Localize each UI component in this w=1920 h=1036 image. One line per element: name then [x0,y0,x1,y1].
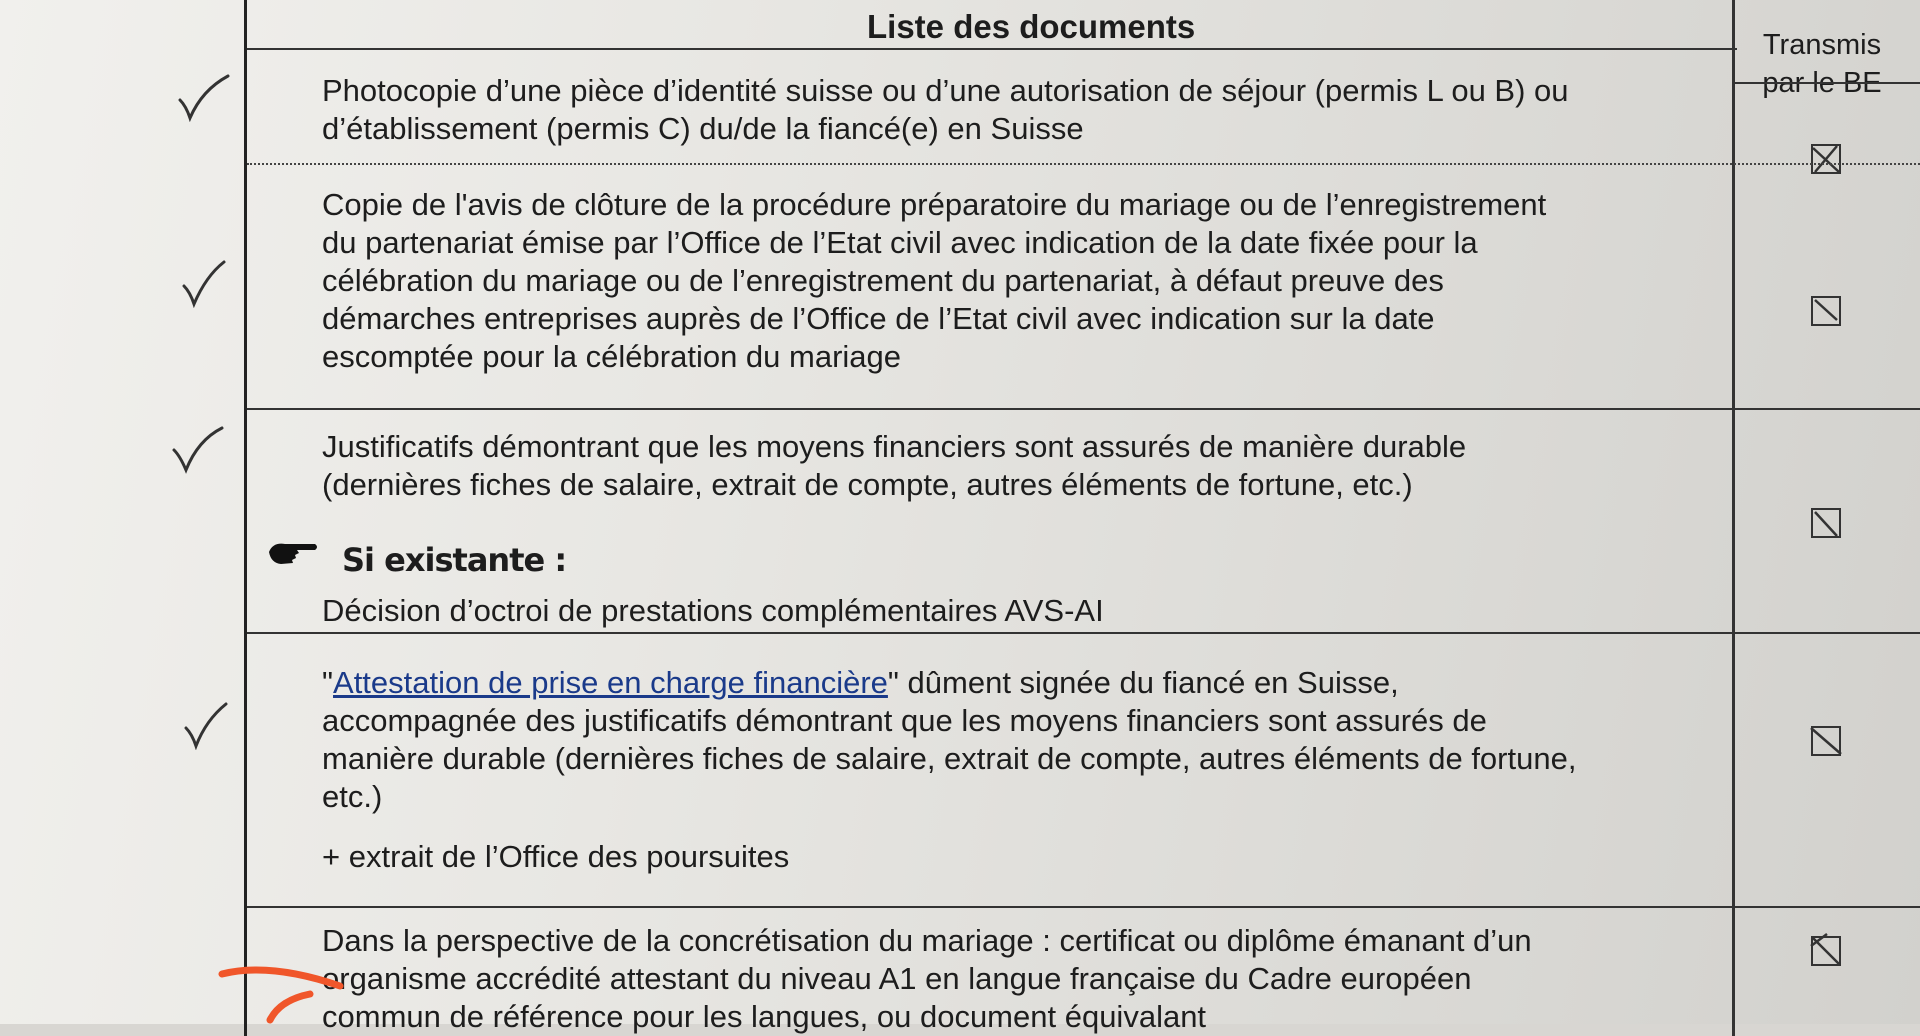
row-divider [247,163,1920,165]
transmis-column-header [1747,26,1897,102]
orange-pen-mark [210,960,360,1030]
row-divider [247,408,1920,410]
row-divider [247,632,1920,634]
row-1-checkbox-icon[interactable] [1811,144,1841,174]
header-divider-right [1732,82,1920,84]
transmis-line1: Transmis [1762,29,1882,61]
row-4-extra: + extrait de l’Office des poursuites [322,839,790,874]
sub-heading: Si existante : [342,541,567,579]
row-5-checkbox-icon[interactable] [1811,936,1841,966]
row-4-text-after-link: " dûment signée du fiancé en Suisse, accompagnée des justificatifs démontrant que les moyens financiers sont assurés de manière durable (dernières fiches de salaire, extrait de compte, autres éléments de fortune, etc.) [322,665,1577,814]
row-2-checkbox-icon[interactable] [1811,296,1841,326]
attestation-link[interactable]: Attestation de prise en charge financière [333,665,888,700]
documents-table [244,0,1920,1036]
quote-open: " [322,665,334,700]
header-divider [247,48,1737,50]
row-1-text: Photocopie d’une pièce d’identité suisse ou d’une autorisation de séjour (permis L ou B) ou d’établissement (permis C) du/de la fiancé(e) en Suisse [322,73,1569,146]
row-4-checkbox-icon[interactable] [1811,726,1841,756]
pointing-hand-icon [267,538,319,568]
row-divider [247,906,1920,908]
row-2-text: Copie de l'avis de clôture de la procédure préparatoire du mariage ou de l’enregistrement du partenariat émise par l’Office de l’Etat civil avec indication de la date fixée pour la célébration du mariage ou de l’enregistrement du partenariat, à défaut preuve des démarches entreprises auprès de l’Office de l’Etat civil avec indication sur la date escomptée pour la célébration du mariage [322,187,1547,374]
row-4-text [322,664,1712,816]
row-3-text: Justificatifs démontrant que les moyens financiers sont assurés de manière durable (dernières fiches de salaire, extrait de compte, autres éléments de fortune, etc.) [322,429,1467,502]
handwritten-checkmark-icon [170,424,226,474]
handwritten-checkmark-icon [180,258,236,308]
column-divider [1732,0,1735,1036]
handwritten-checkmark-icon [182,700,238,750]
handwritten-checkmark-icon [176,72,232,122]
transmis-line2: par le BE [1762,67,1882,99]
row-5-text: Dans la perspective de la concrétisation du mariage : certificat ou diplôme émanant d’un organisme accrédité attestant du niveau A1 en langue française du Cadre européen commun de référence pour les langues, ou document équivalant [322,923,1532,1034]
row-3-checkbox-icon[interactable] [1811,508,1841,538]
table-title: Liste des documents [867,8,1196,45]
row-3-subtext: Décision d’octroi de prestations complémentaires AVS-AI [322,593,1104,628]
